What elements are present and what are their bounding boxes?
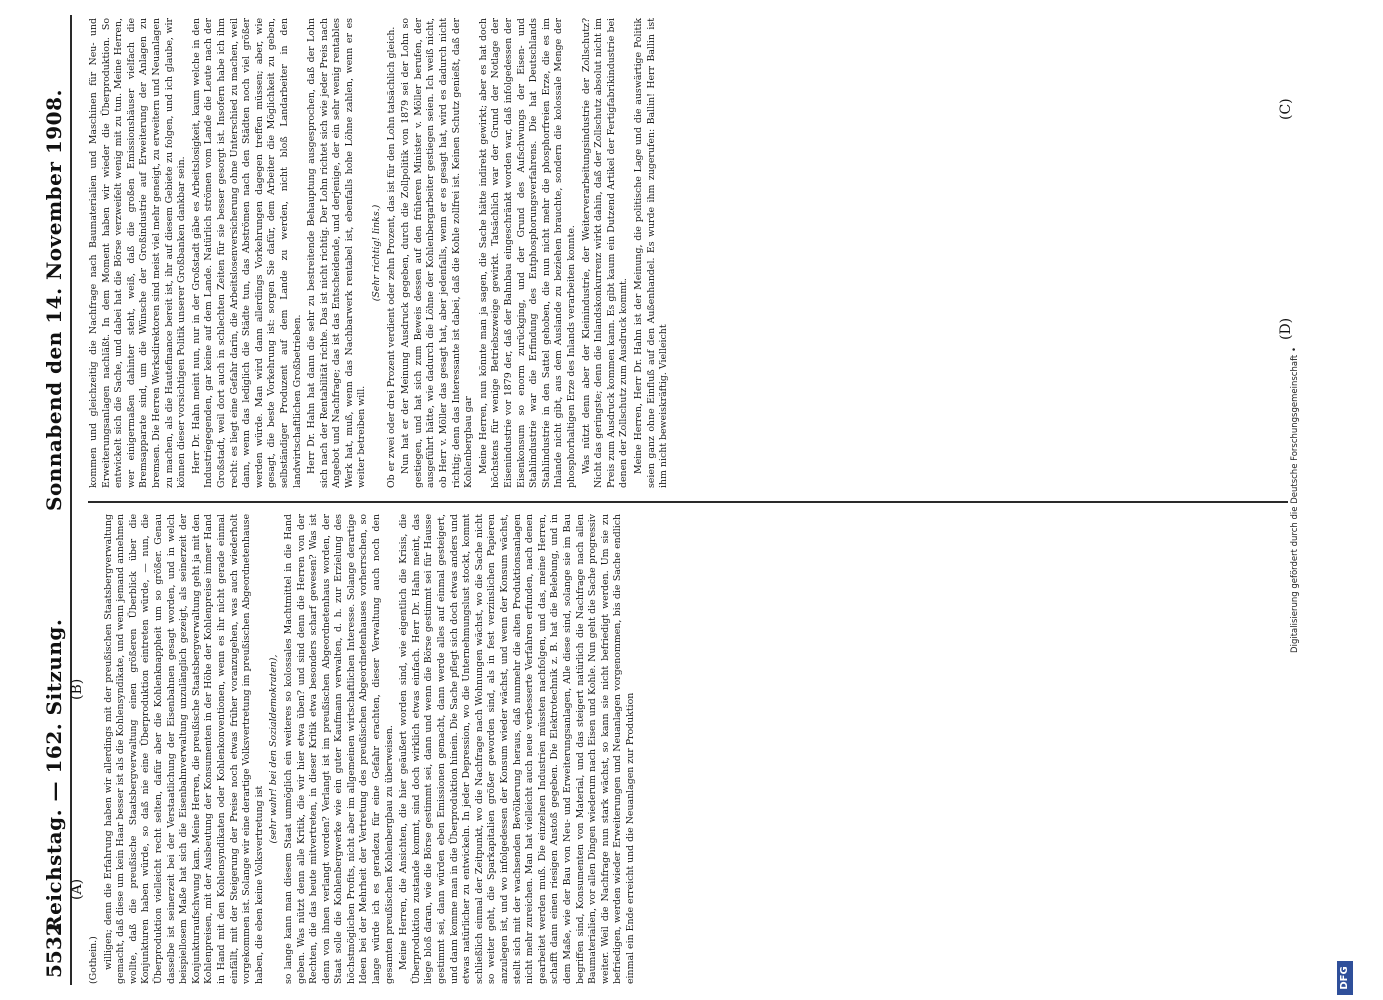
header-rule	[70, 15, 72, 985]
digitization-credit: Digitalisierung gefördert durch die Deutsche Forschungsgemeinschaft •	[1290, 347, 1300, 653]
margin-marker-d: (D)	[1278, 317, 1294, 340]
paragraph: Was nützt denn aber der Kleinindustrie, der Weiterverarbeitungsindustrie der Zollschutz? Nicht das geringste; denn die Inlandskonkurrenz wirkt dahin, daß der Zollschutz absolut nicht im Preis zum Ausdruck kommen kann. Es gibt kaum ein Dutzend Artikel der Fertigfabrikindustrie bei denen der Zollschutz zum Ausdruck kommt.	[580, 18, 630, 488]
paragraph: Meine Herren, die Ansichten, die hier geäußert worden sind, wie eigentlich die Krisis, die Überproduktion zustande kommt, sind doch wirklich etwas einfach. Herr Dr. Hahn meint, das liege bloß daran, wie die Börse gestimmt sei, dann und wenn die Börse gestimmt sei für Hausse gestimmt sei, dann würden eben Emissionen gemacht, dann werde alles auf einmal gesteigert, und dann komme man in die Überproduktion hinein. Die Sache pflegt sich doch etwas anders und etwas natürlicher zu entwickeln. In jeder Depression, wo die Unternehmungslust stockt, kommt schließlich einmal der Zeitpunkt, wo die Nachfrage nach Wohnungen wächst, wo die Sache nicht so weiter geht, die Sparkapitalien größer geworden sind, als in fest verzinslichen Papieren anzulegen ist, und wo infolgedessen der Konsum wieder wächst, und wenn der Konsum wächst, stellt sich mit der wachsenden Bevölkerung heraus, daß nunmehr die alten Produktionsanlagen nicht mehr zureichen. Man hat vielleicht auch neue verbesserte Verfahren erfunden, nach denen gearbeitet werden muß. Die einzelnen Industrien müssten nachfolgen, und das, meine Herren, schafft dann einen riesigen Anstoß gegeben. Die Elektrotechnik z. B. hat die Belebung, und in dem Maße, wie der Bau von Neu- und Erweiterungsanlagen, Alle diese sind, solange sie im Bau begriffen sind, Konsumenten von Material, und das steigert natürlich die Nachfrage nach allen Baumaterialien, vor allen Dingen wiederum nach Eisen und Kohle. Nun geht die Sache progressiv weiter. Weil die Nachfrage nun stark wächst, so kann sie nicht befriedigt werden. Um sie zu befriedigen, werden wieder Erweiterungen und Neuanlagen vorgenommen, bis die Sache endlich einmal ein Ende erreicht und die Neuanlagen zur Produktion	[398, 514, 636, 984]
paragraph: kommen und gleichzeitig die Nachfrage nach Baumaterialien und Maschinen für Neu- und Erweiterungsanlagen nachläßt. In dem Moment haben wir wieder die Überproduktion. So entwickelt sich die Sache, und dabei hat die Börse verzweifelt wenig mit zu tun. Meine Herren, wer einigermaßen dahinter steht, weiß, daß die großen Emissionshäuser vielfach die Bremsapparate sind, um die Wünsche der Großindustrie auf Erweiterung der Anlagen zu bremsen. Die Herren Werksdirektoren sind meist viel mehr geneigt, zu erweitern und Neuanlagen zu machen, als die Hautefinance bereit ist, ihr auf diesem Gebiete zu folgen, und ich glaube, wir können dieser vorsichtigen Politik unserer Großbanken dankbar sein.	[88, 18, 188, 488]
margin-marker-b: (B)	[69, 678, 85, 700]
paragraph: willigen; denn die Erfahrung haben wir allerdings mit der preußischen Staatsbergverwaltung gemacht, daß diese um kein Haar besser ist als die Kohlensyndikate, und wenn jemand annehmen wollte, daß die preußische Staatsbergverwaltung einen größeren Überblick über die Konjunkturen haben würde, so daß nie eine Überproduktion eintreten würde, — nun, die Überproduktion vielleicht recht selten, dafür aber die Kohlenknappheit um so größer. Genau dasselbe ist seinerzeit bei der Verstaatlichung der Eisenbahnen gesagt worden, und in welch beispiellosem Maße hat sich die Eisenbahnverwaltung unzulänglich gezeigt, als seinerzeit der Konjunkturaufschwung kam. Meine Herren, die preußische Staatsbergverwaltung geht ja mit den Kohlenpreisen, mit der Ausbeutung der Konsumenten in der Höhe der Kohlenpreise immer Hand in Hand mit den Kohlensyndikaten oder Kohlenkonventionen, wenn es ihr nicht gerade einmal einfällt, mit der Steigerung der Preise noch etwas früher voranzugehen, was auch wiederholt vorgekommen ist. Solange wir eine derartige Volksvertretung im preußischen Abgeordnetenhause haben, die eben keine Volksvertretung ist	[102, 514, 265, 984]
paragraph: Herr Dr. Hahn hat dann die sehr zu bestreitende Behauptung ausgesprochen, daß der Lohn sich nach der Rentabilität richte. Das ist nicht richtig. Der Lohn richtet sich wie jeder Preis nach Angebot und Nachfrage; das ist das Entscheidende, und derjenige, der ein sehr wenig rentables Werk hat, muß, wenn das Nachbarwerk rentabel ist, ebenfalls hohe Löhne zahlen, wenn er es weiter betreiben will.	[306, 18, 368, 488]
speaker-note: (Gothein.)	[88, 936, 99, 984]
margin-marker-a: (A)	[69, 878, 85, 900]
left-column	[88, 514, 1268, 984]
paragraph: Herr Dr. Hahn meint nun, nur in der Großstadt gäbe es Arbeitslosigkeit, kaum welche in den Industriegegenden, gar keine auf dem Lande. Natürlich strömen vom Lande die Leute nach der Großstadt, weil dort auch in schlechten Zeiten für sie besser gesorgt ist. Insofern habe ich ihm recht: es liegt eine Gefahr darin, die Arbeitslosenversicherung ohne Unterschied zu machen, weil dann, wenn das lediglich die Städte tun, das Abströmen nach den Städten noch viel größer werden würde. Man wird dann allerdings Vorkehrungen dagegen treffen müssen; aber, wie gesagt, die beste Vorkehrung ist: sorgen Sie dafür, dem Arbeiter die Möglichkeit zu geben, selbständiger Produzent auf dem Lande zu werden, nicht bloß Landarbeiter in den landwirtschaftlichen Großbetrieben.	[190, 18, 303, 488]
interjection: (Sehr richtig! links.)	[371, 204, 383, 302]
paragraph: Nun hat er der Meinung Ausdruck gegeben, durch die Zollpolitik von 1879 sei der Lohn so gestiegen, und hat sich zum Beweis dessen auf den früheren Minister v. Möller berufen, der ausgeführt hätte, wie dadurch die Löhne der Kohlenbergarbeiter gestiegen seien. Ich weiß nicht, ob Herr v. Möller das gesagt hat, aber jedenfalls, wenn er es gesagt hat, wird es dadurch nicht richtig; denn das Interessante ist dabei, daß die Kohle zollfrei ist. Keinen Schutz genießt, daß der Kohlenbergbau gar	[400, 18, 475, 488]
right-column	[88, 18, 1268, 488]
paragraph: so lange kann man diesem Staat unmöglich ein weiteres so kolossales Machtmittel in die Hand geben. Was nützt denn alle Kritik, die wir hier etwa üben? und sind denn die Herren von der Rechten, die das heute mitvertreten, in dieser Kritik etwa besonders scharf gewesen? Was ist denn von ihnen verlangt worden? Verlangt ist im preußischen Abgeordnetenhaus worden, der Staat solle die Kohlenbergwerke wie ein guter Kaufmann verwalten, d. h. zur Erzielung des höchstmöglichen Profits, nicht aber im allgemeinen wirtschaftlichen Interesse. Solange derartige Ideen bei der Mehrheit der Vertretung des preußischen Abgeordnetenhauses vorherrschen, so lange würde ich es geradezu für eine Gefahr erachten, dieser Verwaltung auch noch den gesamten preußischen Kohlenbergbau zu überweisen.	[282, 514, 395, 984]
paragraph: Meine Herren, Herr Dr. Hahn ist der Meinung, die politische Lage und die auswärtige Politik seien ganz ohne Einfluß auf den Außenhandel. Es wurde ihm zugerufen: Ballin! Herr Ballin ist ihm nicht beweiskräftig. Vielleicht	[632, 18, 670, 488]
interjection: (sehr wahr! bei den Sozialdemokraten),	[268, 654, 280, 844]
date-header: Sonnabend den 14. November 1908.	[42, 89, 66, 511]
column-divider	[88, 502, 1288, 504]
dfg-logo: DFG	[1337, 961, 1353, 995]
page-number: 5532	[42, 922, 66, 978]
session-header: Reichstag. — 162. Sitzung.	[42, 618, 66, 932]
paragraph: Meine Herren, nun könnte man ja sagen, die Sache hätte indirekt gewirkt; aber es hat doch höchstens für wenige Betriebszweige gewirkt. Tatsächlich war der Grund der Notlage der Eisenindustrie vor 1879 der, daß der Bahnbau eingeschränkt worden war, daß infolgedessen der Eisenkonsum so enorm zurückging, und der Grund des Aufschwungs der Eisen- und Stahlindustrie war die Erfindung des Entphosphorungsverfahrens. Die hat Deutschlands Stahlindustrie in den Sattel gehoben, die nun nicht mehr die phosphorfreien Erze, die es im Inlande nicht gibt, aus dem Auslande zu beziehen brauchte, sondern die kolossale Menge der phosphorhaltigen Erze des Inlands verarbeiten konnte.	[477, 18, 577, 488]
paragraph: Ob er zwei oder drei Prozent verdient oder zehn Prozent, das ist für den Lohn tatsächlich gleich.	[385, 26, 397, 488]
margin-marker-c: (C)	[1278, 98, 1294, 120]
